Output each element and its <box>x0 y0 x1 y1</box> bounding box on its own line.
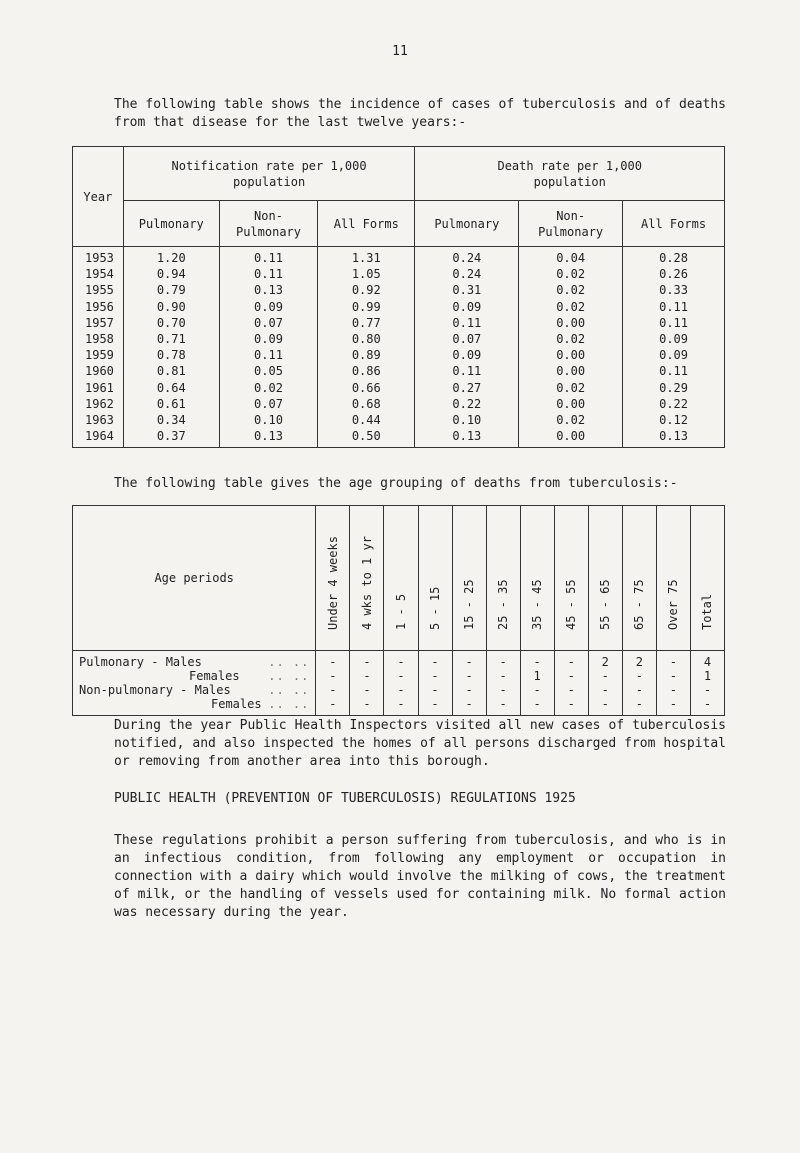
age-column-label: 35 - 45 <box>530 579 545 630</box>
rate-cell: 0.10 <box>219 412 317 428</box>
age-column-label: 5 - 15 <box>428 586 443 630</box>
age-column-label: Under 4 weeks <box>325 536 340 630</box>
year-cell: 1964 <box>73 428 124 448</box>
count-cell: - <box>520 651 554 670</box>
count-cell: - <box>554 651 588 670</box>
rate-cell: 0.12 <box>623 412 725 428</box>
rate-cell: 0.81 <box>123 363 219 379</box>
table-row <box>73 347 725 363</box>
rate-cell: 1.20 <box>123 247 219 267</box>
count-cell: - <box>486 697 520 716</box>
intro-paragraph: The following table shows the incidence of cases of tuberculosis and of deaths from that disease for the last twelve years:- <box>114 97 726 130</box>
count-cell: - <box>588 697 622 716</box>
rate-cell: 0.09 <box>623 347 725 363</box>
rate-cell: 0.27 <box>415 380 519 396</box>
rate-cell: 0.11 <box>623 315 725 331</box>
rate-cell: 0.02 <box>519 412 623 428</box>
rate-cell: 0.04 <box>519 247 623 267</box>
rate-cell: 0.02 <box>219 380 317 396</box>
leader-dots: .. .. <box>268 697 310 711</box>
count-cell: - <box>588 669 622 683</box>
year-cell: 1959 <box>73 347 124 363</box>
year-cell: 1955 <box>73 282 124 298</box>
rate-cell: 0.02 <box>519 380 623 396</box>
year-header: Year <box>73 147 124 247</box>
rate-cell: 0.86 <box>318 363 415 379</box>
rate-cell: 0.09 <box>219 299 317 315</box>
count-cell: 4 <box>690 651 724 670</box>
count-cell: - <box>656 697 690 716</box>
row-label-cell <box>73 669 316 683</box>
table-row <box>73 651 725 670</box>
rate-cell: 0.11 <box>623 363 725 379</box>
rate-cell: 0.11 <box>219 266 317 282</box>
table-row <box>73 282 725 298</box>
year-cell: 1958 <box>73 331 124 347</box>
age-column-header <box>588 506 622 651</box>
rate-cell: 0.11 <box>219 247 317 267</box>
age-column-label: 25 - 35 <box>496 579 511 630</box>
row-label-cell <box>73 651 316 670</box>
table-row <box>73 299 725 315</box>
death-rate-header: Death rate per 1,000 population <box>415 147 725 201</box>
rate-cell: 0.94 <box>123 266 219 282</box>
rate-cell: 0.11 <box>219 347 317 363</box>
count-cell: - <box>418 683 452 697</box>
rate-cell: 0.11 <box>623 299 725 315</box>
table-row <box>73 331 725 347</box>
notification-rate-header: Notification rate per 1,000 population <box>123 147 415 201</box>
notif-all-forms-header: All Forms <box>318 201 415 247</box>
age-column-header <box>418 506 452 651</box>
table-row <box>73 247 725 267</box>
rate-cell: 0.77 <box>318 315 415 331</box>
age-column-header <box>690 506 724 651</box>
age-column-label: 55 - 65 <box>598 579 613 630</box>
year-cell: 1962 <box>73 396 124 412</box>
table-row <box>73 697 725 716</box>
row-label: Pulmonary - Males <box>79 655 202 669</box>
rate-cell: 0.02 <box>519 331 623 347</box>
leader-dots: .. .. <box>268 655 310 669</box>
table-row <box>73 396 725 412</box>
count-cell: - <box>656 651 690 670</box>
table-row <box>73 669 725 683</box>
rate-cell: 0.66 <box>318 380 415 396</box>
rate-cell: 0.78 <box>123 347 219 363</box>
table-row <box>73 363 725 379</box>
tuberculosis-rates-table <box>72 146 725 448</box>
rate-cell: 0.22 <box>623 396 725 412</box>
age-column-header <box>520 506 554 651</box>
rate-cell: 0.70 <box>123 315 219 331</box>
rate-cell: 0.68 <box>318 396 415 412</box>
age-column-header <box>622 506 656 651</box>
count-cell: - <box>622 669 656 683</box>
rate-cell: 0.13 <box>219 428 317 448</box>
count-cell: - <box>418 669 452 683</box>
death-pulmonary-header: Pulmonary <box>415 201 519 247</box>
age-column-header <box>656 506 690 651</box>
count-cell: 1 <box>690 669 724 683</box>
age-column-header <box>384 506 418 651</box>
row-label-cell <box>73 697 316 716</box>
rate-cell: 0.07 <box>219 396 317 412</box>
count-cell: - <box>316 683 350 697</box>
age-column-header <box>350 506 384 651</box>
count-cell: - <box>520 683 554 697</box>
rate-cell: 0.02 <box>519 266 623 282</box>
rate-cell: 0.02 <box>519 299 623 315</box>
notif-pulmonary-header: Pulmonary <box>123 201 219 247</box>
age-column-label: Over 75 <box>666 579 681 630</box>
count-cell: - <box>622 683 656 697</box>
regulations-heading: PUBLIC HEALTH (PREVENTION OF TUBERCULOSIS) REGULATIONS 1925 <box>114 791 576 806</box>
table-row <box>73 266 725 282</box>
count-cell: - <box>690 683 724 697</box>
rate-cell: 0.00 <box>519 347 623 363</box>
rate-cell: 0.37 <box>123 428 219 448</box>
rate-cell: 0.90 <box>123 299 219 315</box>
rate-cell: 0.13 <box>219 282 317 298</box>
count-cell: - <box>554 697 588 716</box>
count-cell: - <box>452 669 486 683</box>
count-cell: - <box>384 651 418 670</box>
rate-cell: 0.28 <box>623 247 725 267</box>
rate-cell: 0.31 <box>415 282 519 298</box>
age-column-label: 45 - 55 <box>564 579 579 630</box>
rate-cell: 0.11 <box>415 363 519 379</box>
table-row <box>73 428 725 448</box>
age-column-header <box>452 506 486 651</box>
row-label: Non-pulmonary - Males <box>79 683 231 697</box>
row-label-cell <box>73 683 316 697</box>
rate-cell: 0.26 <box>623 266 725 282</box>
rate-cell: 0.00 <box>519 428 623 448</box>
rate-cell: 0.50 <box>318 428 415 448</box>
rate-cell: 0.61 <box>123 396 219 412</box>
rate-cell: 1.31 <box>318 247 415 267</box>
rate-cell: 0.07 <box>219 315 317 331</box>
rate-cell: 0.71 <box>123 331 219 347</box>
rate-cell: 0.22 <box>415 396 519 412</box>
rate-cell: 0.07 <box>415 331 519 347</box>
rate-cell: 0.29 <box>623 380 725 396</box>
table-row <box>73 412 725 428</box>
age-column-header <box>486 506 520 651</box>
count-cell: - <box>452 651 486 670</box>
rate-cell: 0.79 <box>123 282 219 298</box>
count-cell: - <box>656 669 690 683</box>
rate-cell: 0.00 <box>519 315 623 331</box>
year-cell: 1956 <box>73 299 124 315</box>
count-cell: 2 <box>622 651 656 670</box>
row-label: Females <box>189 669 240 683</box>
row-label: Females <box>211 697 262 711</box>
age-column-label: 1 - 5 <box>393 593 408 630</box>
count-cell: - <box>486 651 520 670</box>
age-intro-paragraph: The following table gives the age grouping of deaths from tuberculosis:- <box>114 476 678 491</box>
page-number: 11 <box>392 44 408 59</box>
rate-cell: 0.34 <box>123 412 219 428</box>
year-cell: 1963 <box>73 412 124 428</box>
inspectors-paragraph: During the year Public Health Inspectors visited all new cases of tuberculosis notified, and also inspected the homes of all persons discharged from hospital or removing from another area into this borough. <box>114 718 726 769</box>
age-grouping-table <box>72 505 725 716</box>
rate-cell: 0.24 <box>415 247 519 267</box>
rate-cell: 0.99 <box>318 299 415 315</box>
count-cell: - <box>316 669 350 683</box>
rate-cell: 0.92 <box>318 282 415 298</box>
count-cell: - <box>656 683 690 697</box>
year-cell: 1961 <box>73 380 124 396</box>
year-cell: 1954 <box>73 266 124 282</box>
rate-cell: 1.05 <box>318 266 415 282</box>
year-cell: 1953 <box>73 247 124 267</box>
count-cell: - <box>350 669 384 683</box>
rate-cell: 0.64 <box>123 380 219 396</box>
count-cell: - <box>384 683 418 697</box>
count-cell: - <box>554 683 588 697</box>
notif-non-pulmonary-header: Non- Pulmonary <box>219 201 317 247</box>
count-cell: - <box>350 651 384 670</box>
count-cell: - <box>486 683 520 697</box>
rate-cell: 0.89 <box>318 347 415 363</box>
count-cell: - <box>452 697 486 716</box>
count-cell: - <box>452 683 486 697</box>
rate-cell: 0.00 <box>519 396 623 412</box>
death-all-forms-header: All Forms <box>623 201 725 247</box>
rate-cell: 0.09 <box>219 331 317 347</box>
rate-cell: 0.09 <box>623 331 725 347</box>
rate-cell: 0.09 <box>415 347 519 363</box>
table-row <box>73 380 725 396</box>
age-column-header <box>554 506 588 651</box>
leader-dots: .. .. <box>268 683 310 697</box>
death-non-pulmonary-header: Non- Pulmonary <box>519 201 623 247</box>
age-column-label: Total <box>700 593 715 630</box>
age-column-label: 15 - 25 <box>462 579 477 630</box>
age-column-header <box>316 506 350 651</box>
rate-cell: 0.13 <box>623 428 725 448</box>
rate-cell: 0.02 <box>519 282 623 298</box>
count-cell: - <box>350 683 384 697</box>
count-cell: 2 <box>588 651 622 670</box>
rate-cell: 0.05 <box>219 363 317 379</box>
count-cell: - <box>418 697 452 716</box>
rate-cell: 0.11 <box>415 315 519 331</box>
count-cell: - <box>486 669 520 683</box>
year-cell: 1957 <box>73 315 124 331</box>
leader-dots: .. .. <box>268 669 310 683</box>
table-row <box>73 315 725 331</box>
rate-cell: 0.13 <box>415 428 519 448</box>
rate-cell: 0.00 <box>519 363 623 379</box>
rate-cell: 0.09 <box>415 299 519 315</box>
rate-cell: 0.80 <box>318 331 415 347</box>
count-cell: 1 <box>520 669 554 683</box>
count-cell: - <box>588 683 622 697</box>
rate-cell: 0.33 <box>623 282 725 298</box>
rate-cell: 0.24 <box>415 266 519 282</box>
count-cell: - <box>622 697 656 716</box>
count-cell: - <box>384 669 418 683</box>
count-cell: - <box>418 651 452 670</box>
count-cell: - <box>554 669 588 683</box>
age-column-label: 65 - 75 <box>632 579 647 630</box>
regulations-paragraph: These regulations prohibit a person suffering from tuberculosis, and who is in an infectious condition, from following any employment or occupation in connection with a dairy which would involve the milking of cows, the treatment of milk, or the handling of vessels used for containing milk. No formal action was necessary during the year. <box>114 833 726 920</box>
rate-cell: 0.44 <box>318 412 415 428</box>
rate-cell: 0.10 <box>415 412 519 428</box>
count-cell: - <box>316 697 350 716</box>
year-cell: 1960 <box>73 363 124 379</box>
count-cell: - <box>520 697 554 716</box>
age-periods-header: Age periods <box>73 506 316 651</box>
table-row <box>73 683 725 697</box>
count-cell: - <box>690 697 724 716</box>
count-cell: - <box>384 697 418 716</box>
count-cell: - <box>316 651 350 670</box>
age-column-label: 4 wks to 1 yr <box>359 536 374 630</box>
count-cell: - <box>350 697 384 716</box>
